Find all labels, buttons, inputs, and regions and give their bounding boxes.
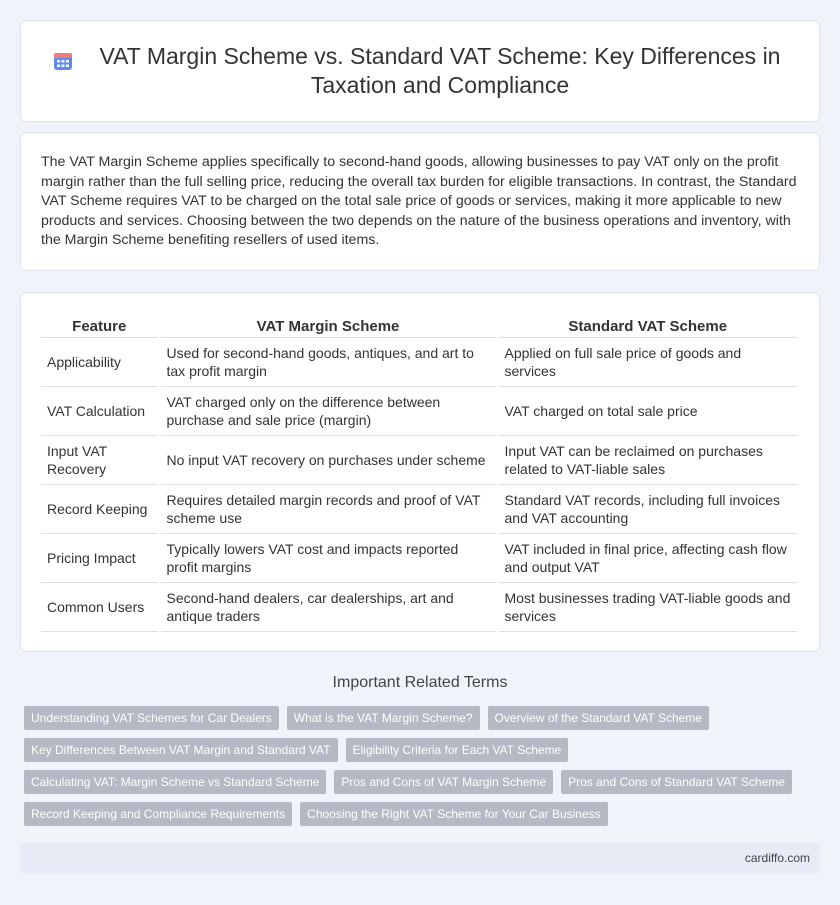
table-cell: Second-hand dealers, car dealerships, art and antique traders [159,582,497,631]
header-standard-scheme: Standard VAT Scheme [497,317,797,337]
related-term-tag[interactable]: Choosing the Right VAT Scheme for Your Car Business [300,802,608,826]
related-term-tag[interactable]: Pros and Cons of VAT Margin Scheme [334,770,553,794]
table-cell: Requires detailed margin records and proof of VAT scheme use [159,484,497,533]
header-feature: Feature [41,317,159,337]
related-terms-title: Important Related Terms [332,674,508,691]
header-card [20,20,820,122]
table-cell: Pricing Impact [41,533,159,582]
table-cell: Standard VAT records, including full invoices and VAT accounting [497,484,797,533]
footer-site-link[interactable]: cardiffo.com [744,851,810,865]
table-row [41,533,797,582]
header-margin-scheme: VAT Margin Scheme [159,317,497,337]
table-cell: Common Users [41,582,159,631]
page-title: VAT Margin Scheme vs. Standard VAT Scheme: Key Differences in Taxation and Compliance [99,43,781,98]
related-term-tag[interactable]: Understanding VAT Schemes for Car Dealers [24,706,279,730]
table-cell: Input VAT Recovery [41,435,159,484]
table-cell: VAT charged on total sale price [497,386,797,435]
related-term-tag[interactable]: What is the VAT Margin Scheme? [287,706,480,730]
table-row [41,435,797,484]
table-header-row [41,317,797,337]
related-term-tag[interactable]: Overview of the Standard VAT Scheme [488,706,709,730]
table-row [41,582,797,631]
table-row [41,337,797,386]
table-cell: Most businesses trading VAT-liable goods and services [497,582,797,631]
footer [20,842,820,874]
table-cell: Applied on full sale price of goods and services [497,337,797,386]
table-cell: Typically lowers VAT cost and impacts reported profit margins [159,533,497,582]
table-cell: Applicability [41,337,159,386]
related-term-tag[interactable]: Key Differences Between VAT Margin and Standard VAT [24,738,338,762]
related-term-tag[interactable]: Record Keeping and Compliance Requirements [24,802,292,826]
table-cell: VAT Calculation [41,386,159,435]
table-cell: Used for second-hand goods, antiques, and art to tax profit margin [159,337,497,386]
table-row [41,386,797,435]
table-cell: VAT charged only on the difference between purchase and sale price (margin) [159,386,497,435]
related-terms-list [24,706,814,826]
related-term-tag[interactable]: Pros and Cons of Standard VAT Scheme [561,770,792,794]
table-cell: No input VAT recovery on purchases under scheme [159,435,497,484]
intro-card [20,132,820,271]
comparison-table [41,317,797,632]
related-term-tag[interactable]: Calculating VAT: Margin Scheme vs Standard Scheme [24,770,326,794]
table-cell: VAT included in final price, affecting cash flow and output VAT [497,533,797,582]
related-term-tag[interactable]: Eligibility Criteria for Each VAT Scheme [346,738,569,762]
table-cell: Record Keeping [41,484,159,533]
comparison-card [20,292,820,652]
table-cell: Input VAT can be reclaimed on purchases related to VAT-liable sales [497,435,797,484]
intro-paragraph: The VAT Margin Scheme applies specifically to second-hand goods, allowing businesses to pay VAT only on the profit margin rather than the full selling price, reducing the overall tax burden for eligible transactions. In contrast, the Standard VAT Scheme requires VAT to be charged on the total sale price of goods or services, making it more applicable to new products and services. Choosing between the two depends on the nature of the business operations and inventory, with the Margin Scheme benefiting resellers of used items. [41,154,797,249]
table-row [41,484,797,533]
